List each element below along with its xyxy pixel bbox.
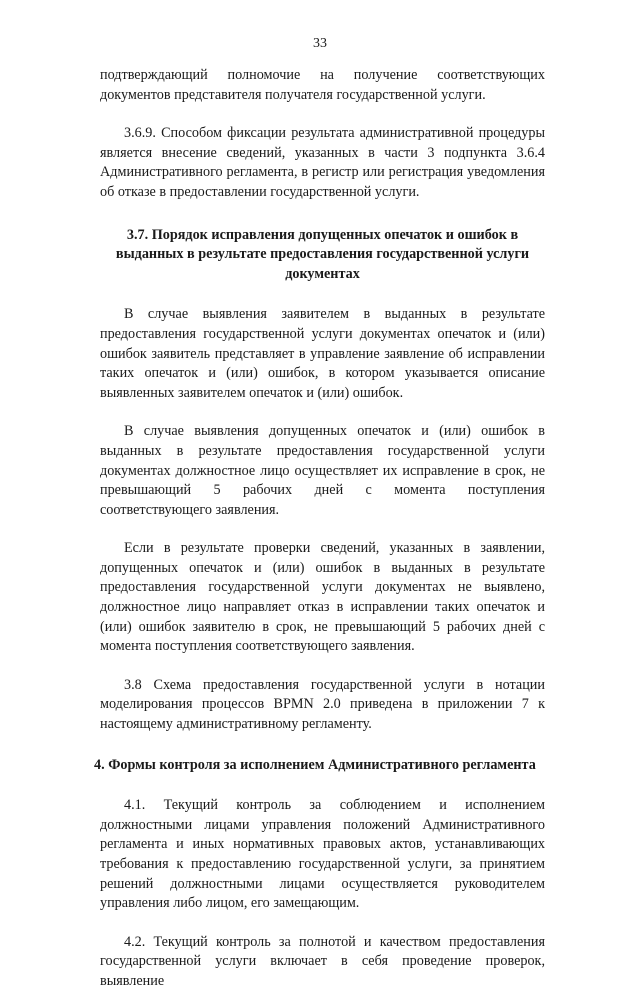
paragraph-3-8-bpmn: 3.8 Схема предоставления государственной услуги в нотации моделирования процессов BPMN 2.0 приведена в приложении 7 к настоящему административному регламенту. bbox=[100, 676, 545, 733]
page-number: 33 bbox=[313, 36, 327, 51]
section-heading-4: 4. Формы контроля за исполнением Административного регламента bbox=[94, 756, 536, 773]
paragraph-typo-refusal: Если в результате проверки сведений, указанных в заявлении, допущенных опечаток и (или) ошибок в выданных в результате предоставления государственной услуги документах не выявлено, должностное лицо направляет отказ в исправлении таких опечаток и (или) ошибок заявителю в срок, не превышающий 5 рабочих дней с момента поступления соответствующего заявления. bbox=[100, 540, 545, 655]
paragraph-typo-correction: В случае выявления допущенных опечаток и (или) ошибок в выданных в результате предоставления государственной услуги документах должностное лицо осуществляет их исправление в срок, не превышающий 5 рабочих дней с момента поступления соответствующего заявления. bbox=[100, 423, 545, 518]
paragraph-typo-report: В случае выявления заявителем в выданных в результате предоставления государственной услуги документах опечаток и (или) ошибок заявитель представляет в управление заявление об исправлении таких опечаток и (или) ошибок, в котором указывается описание выявленных заявителем опечаток и (или) ошибок. bbox=[100, 306, 545, 401]
section-heading-3-7: 3.7. Порядок исправления допущенных опечаток и ошибок в выданных в результате предоставления государственной услуги документах bbox=[115, 226, 530, 282]
page-body bbox=[94, 66, 545, 992]
paragraph-continuation: подтверждающий полномочие на получение соответствующих документов представителя получателя государственной услуги. bbox=[100, 67, 545, 103]
paragraph-4-2: 4.2. Текущий контроль за полнотой и качеством предоставления государственной услуги включает в себя проведение проверок, выявление bbox=[100, 933, 545, 989]
paragraph-4-1: 4.1. Текущий контроль за соблюдением и исполнением должностными лицами управления положений Административного регламента и иных нормативных правовых актов, устанавливающих требования к предоставлению государственной услуги, за принятием решений должностными лицами осуществляется руководителем управления либо лицом, его замещающим. bbox=[100, 797, 545, 912]
paragraph-3-6-9: 3.6.9. Способом фиксации результата административной процедуры является внесение сведений, указанных в части 3 подпункта 3.6.4 Административного регламента, в регистр или регистрация уведомления об отказе в предоставлении государственной услуги. bbox=[100, 125, 545, 200]
